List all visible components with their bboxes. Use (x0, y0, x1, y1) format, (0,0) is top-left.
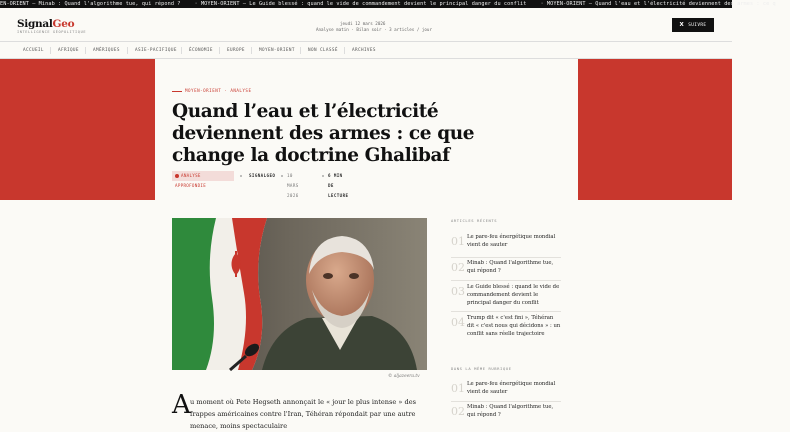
nav-divider (300, 47, 301, 54)
nav-item-archives[interactable]: ARCHIVES (352, 48, 376, 53)
article-date: 10 MARS 2026 (287, 173, 299, 198)
item-title[interactable]: Le Guide blessé : quand le vide de commandement devient le principal danger du conflit (467, 284, 560, 306)
badge-dot-icon (175, 174, 179, 178)
related-article-item[interactable] (451, 403, 561, 418)
logo-tagline: INTELLIGENCE GÉOPOLITIQUE (17, 30, 87, 34)
logo-accent: Geo (52, 18, 75, 30)
ticker-item[interactable]: · MOYEN-ORIENT — Quand l'eau et l'électricité deviennent des armes : ce q (540, 1, 776, 7)
x-logo-icon: X (679, 22, 685, 28)
article-title: Quand l’eau et l’électricité deviennent des armes : ce que change la doctrine Ghalibaf (172, 101, 475, 166)
meta-separator (322, 175, 324, 177)
nav-item-economie[interactable]: ÉCONOMIE (189, 48, 213, 53)
follow-button[interactable] (672, 18, 714, 32)
item-title[interactable]: Le pare-feu énergétique mondial vient de sauter (467, 234, 556, 248)
related-article-item[interactable] (451, 380, 561, 402)
ticker-item[interactable]: EN-ORIENT — Minab : Quand l'algorithme tue, qui répond ? (0, 1, 181, 7)
nav-item-afrique[interactable]: AFRIQUE (58, 48, 79, 53)
item-number: 02 (451, 261, 465, 274)
main-nav (0, 43, 732, 59)
recent-article-item[interactable] (451, 233, 561, 258)
article-author[interactable]: SIGNALGEO (249, 173, 276, 178)
follow-label: SUIVRE (688, 23, 707, 28)
item-number: 02 (451, 405, 465, 418)
nav-divider (251, 47, 252, 54)
nav-item-moyen-orient[interactable]: MOYEN-ORIENT (259, 48, 295, 53)
article-kicker[interactable] (172, 88, 251, 93)
kicker-rule (172, 91, 182, 92)
nav-divider (50, 47, 51, 54)
article-header-card (155, 59, 578, 200)
photo-credit: © aljazeera.tv (388, 374, 420, 379)
nav-divider (127, 47, 128, 54)
item-title[interactable]: Minab : Quand l'algorithme tue, qui répond ? (467, 260, 554, 274)
item-number: 01 (451, 235, 465, 248)
recent-articles-heading: ARTICLES RÉCENTS (451, 218, 498, 223)
nav-divider (85, 47, 86, 54)
drop-cap: A (172, 390, 191, 420)
meta-separator (240, 175, 242, 177)
same-section-heading: DANS LA MÊME RUBRIQUE (451, 366, 512, 371)
item-number: 03 (451, 285, 465, 298)
nav-item-asie-pacifique[interactable]: ASIE-PACIFIQUE (135, 48, 177, 53)
site-header (0, 8, 732, 42)
nav-divider (344, 47, 345, 54)
logo-main: Signal (17, 18, 53, 30)
article-photo (172, 218, 427, 370)
recent-article-item[interactable] (451, 283, 561, 312)
item-title[interactable]: Le pare-feu énergétique mondial vient de sauter (467, 381, 556, 395)
nav-item-accueil[interactable]: ACCUEIL (23, 48, 44, 53)
kicker-label: MOYEN-ORIENT · ANALYSE (185, 88, 252, 93)
nav-divider (219, 47, 220, 54)
nav-item-ameriques[interactable]: AMÉRIQUES (93, 48, 120, 53)
recent-article-item[interactable] (451, 259, 561, 281)
portrait-illustration (172, 218, 427, 370)
item-number: 04 (451, 316, 465, 329)
badge-label: ANALYSE APPROFONDIE (175, 173, 207, 188)
ticker-item[interactable]: · MOYEN-ORIENT — Le Guide blessé : quand le vide de commandement devient le principal danger du conflit (194, 1, 527, 7)
item-number: 01 (451, 382, 465, 395)
nav-item-non-classe[interactable]: NON CLASSÉ (308, 48, 338, 53)
header-schedule: Analyse matin · Bilan soir · 3 articles / jour (316, 27, 432, 32)
analysis-badge[interactable] (172, 171, 234, 188)
site-logo[interactable] (17, 18, 74, 30)
item-title[interactable]: Minab : Quand l'algorithme tue, qui répond ? (467, 404, 554, 418)
meta-separator (281, 175, 283, 177)
nav-item-europe[interactable]: EUROPE (227, 48, 245, 53)
header-date: jeudi 12 mars 2026 (340, 21, 386, 26)
news-ticker[interactable] (0, 0, 776, 8)
item-title[interactable]: Trump dit « c'est fini », Téhéran dit « c'est nous qui décidons » : un conflit sans réelle trajectoire (467, 315, 561, 337)
nav-divider (181, 47, 182, 54)
recent-article-item[interactable] (451, 314, 561, 342)
article-hero (0, 59, 732, 200)
read-time: 6 MIN DE LECTURE (328, 173, 349, 198)
article-intro: u moment où Pete Hegseth annonçait le « jour le plus intense » des frappes américaines contre l'Iran, Téhéran répondait par une autre menace, moins spectaculaire (190, 398, 417, 430)
